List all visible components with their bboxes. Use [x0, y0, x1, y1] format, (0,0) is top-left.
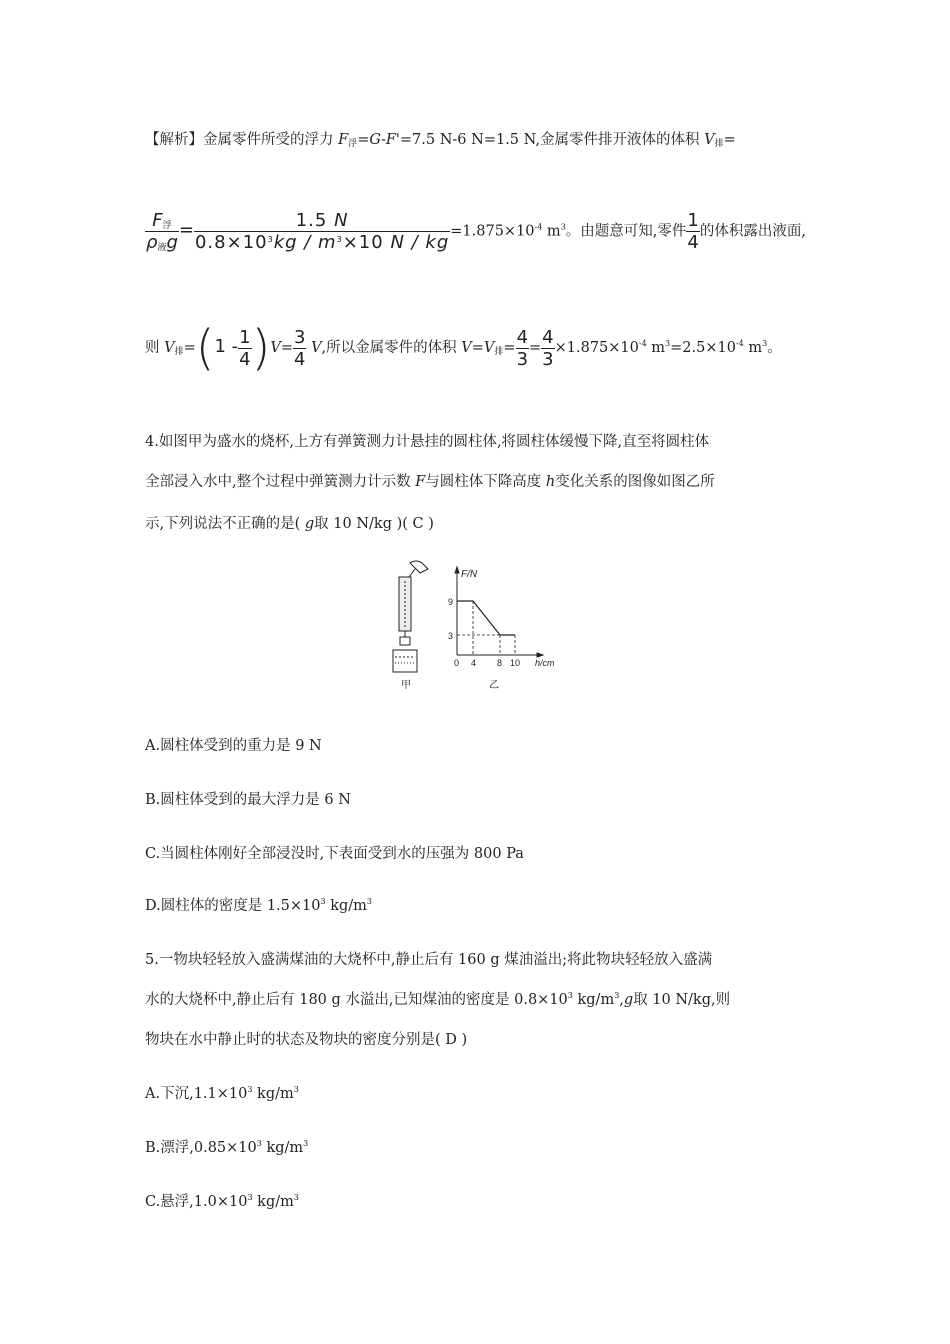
x-tick-4: 4	[471, 658, 477, 668]
fraction-buoyancy-over-rho-g: $\frac{F_浮}{\rho_液g}$	[146, 210, 178, 253]
q4-option-d: D.圆柱体的密度是 $1.5\times 10^3$ $kg/m^3$	[145, 897, 372, 914]
label-yi: 乙	[489, 680, 499, 691]
q4-option-c: C.当圆柱体刚好全部浸没时,下表面受到水的压强为 800 Pa	[145, 846, 524, 862]
label-jia: 甲	[401, 680, 411, 691]
q4-line-2: 全部浸入水中,整个过程中弹簧测力计示数 F与圆柱体下降高度 h变化关系的图像如图乙所	[145, 474, 715, 490]
analysis-tag: 【解析】	[145, 132, 203, 148]
q4-option-b: B.圆柱体受到的最大浮力是 6 N	[145, 792, 351, 808]
y-tick-9: 9	[448, 597, 454, 607]
q5-line-1: 5.一物块轻轻放入盛满煤油的大烧杯中,静止后有 160 g 煤油溢出;将此物块轻轻放入盛满	[145, 952, 713, 968]
q5-option-b: B.漂浮$,0.85\times 10^3$ $kg/m^3$	[145, 1139, 309, 1156]
x-tick-10: 10	[510, 658, 521, 668]
q5-line-2: 水的大烧杯中,静止后有 180 g 水溢出,已知煤油的密度是 $0.8\times 10^3$ $kg/m^3,g$取 10 N/kg,则	[145, 991, 731, 1008]
fraction-one-quarter: $\frac{1}{4}$	[687, 210, 699, 253]
q4-line-1: 4.如图甲为盛水的烧杯,上方有弹簧测力计悬挂的圆柱体,将圆柱体缓慢下降,直至将圆柱体	[145, 434, 710, 450]
f-h-graph	[455, 567, 543, 657]
q5-option-c: C.悬浮$,1.0\times 10^3$ $kg/m^3$	[145, 1193, 299, 1210]
fraction-value: $\frac{1.5 N}{0.8\times 10^3kg / m^3\times 10 N / kg}$	[194, 210, 450, 253]
y-tick-3: 3	[448, 631, 454, 641]
x-tick-8: 8	[497, 658, 503, 668]
spring-scale-apparatus	[393, 561, 428, 672]
analysis-line-3: 则 $V_排=(1$ - $\frac{1}{4}$ )V= $\frac{3}{4}$ V,所以金属零件的体积 $V=V_排=$ $\frac{4}{3}$ = $\frac{4}{3}$ $\times 1.875\times 10^{-4}$ $m^3=2.5\times 10^{-4}$ $m^3$。	[145, 320, 782, 376]
q5-option-a: A.下沉$,1.1\times 10^3$ $kg/m^3$	[145, 1085, 299, 1102]
analysis-line-1: 【解析】金属零件所受的浮力 $F_浮=G-F'=7.5$ N-6 N=1.5 N,金属零件排开液体的体积 $V_排=$	[145, 132, 736, 149]
q4-option-a: A.圆柱体受到的重力是 9 N	[145, 738, 322, 754]
analysis-line-2: $\frac{F_浮}{\rho_液g}$ = $\frac{1.5 N}{0.8\times 10^3kg / m^3\times 10 N / kg}$ $=1.875\times 10^{-4}$ $m^3$。由题意可知,零件 $\frac{1}{4}$ 的体积露出液面,	[146, 210, 806, 253]
q4-line-3: 示,下列说法不正确的是( g取 10 N/kg )( C )	[145, 516, 434, 532]
y-axis-label: F/N	[461, 569, 478, 580]
q5-line-3: 物块在水中静止时的状态及物块的密度分别是( D )	[145, 1032, 468, 1048]
x-tick-0: 0	[454, 658, 460, 668]
x-axis-label: h/cm	[535, 658, 555, 668]
q4-figure	[375, 555, 575, 695]
